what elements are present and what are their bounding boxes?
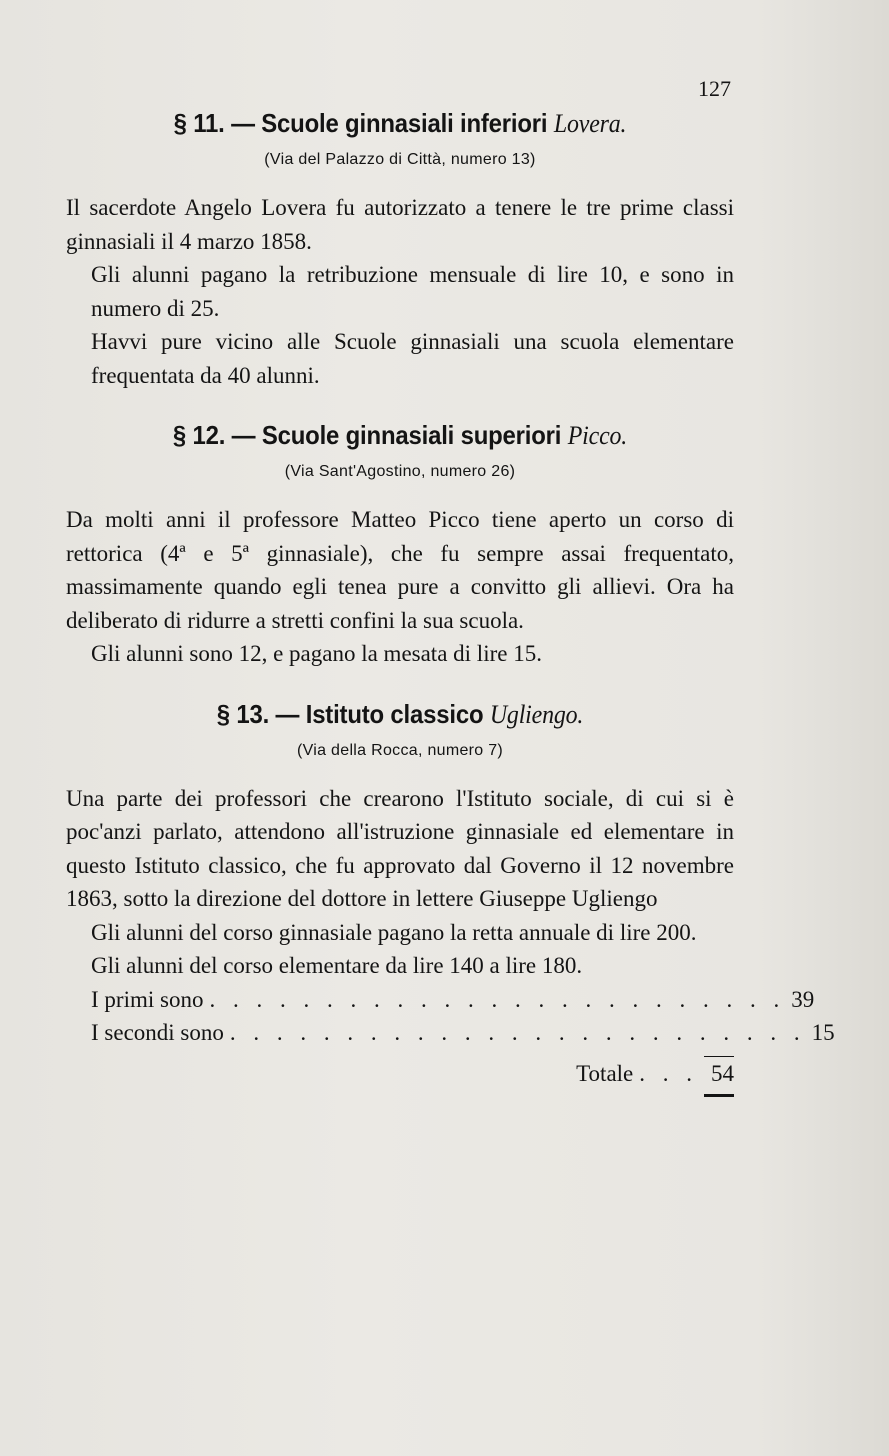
section-heading: § 12. — Scuole ginnasiali superiori Picco. [172, 420, 628, 450]
tally-total: Totale . . . 54 [66, 1056, 734, 1091]
section-address: (Via della Rocca, numero 7) [296, 741, 504, 759]
page-number: 127 [698, 76, 731, 101]
section-13 [66, 699, 734, 983]
section-12 [66, 420, 734, 671]
section-11 [66, 108, 734, 392]
section-heading: § 11. — Scuole ginnasiali inferiori Lovera. [173, 108, 627, 138]
paragraph: Gli alunni pagano la retribuzione mensuale di lire 10, e sono in numero di 25. [91, 262, 734, 321]
section-address: (Via del Palazzo di Città, numero 13) [264, 151, 536, 168]
paragraph: Gli alunni del corso elementare da lire 140 a lire 180. [91, 953, 583, 978]
paragraph: Da molti anni il professore Matteo Picco tiene aperto un corso di rettorica (4ª e 5ª ginnasiale), che fu sempre assai frequentato, massimamente quando egli tenea pure a convitto gli allievi. Ora ha deliberato di ridurre a stretti confini la sua scuola. [66, 507, 734, 633]
section-heading: § 13. — Istituto classico Ugliengo. [216, 698, 584, 729]
paragraph: Una parte dei professori che crearono l'Istituto sociale, di cui si è poc'anzi parlato, attendono all'istruzione ginnasiale ed elementare in questo Istituto classico, che fu approvato dal Governo il 12 novembre 1863, sotto la direzione del dottore in lettere Giuseppe Ugliengo [66, 785, 734, 911]
student-tally [66, 983, 835, 1098]
paragraph: Il sacerdote Angelo Lovera fu autorizzato a tenere le tre prime classi ginnasiali il 4 marzo 1858. [66, 195, 734, 254]
total-rule [704, 1094, 734, 1097]
tally-row: I primi sono . . . . . . . . . . . . . . . . . . . . . . . . . 39 [91, 986, 815, 1012]
paragraph: Gli alunni del corso ginnasiale pagano la retta annuale di lire 200. [91, 919, 697, 945]
text-column [66, 108, 835, 1097]
paragraph: Havvi pure vicino alle Scuole ginnasiali una scuola elementare frequentata da 40 alunni. [91, 329, 734, 388]
tally-row: I secondi sono . . . . . . . . . . . . . . . . . . . . . . . . . 15 [91, 1020, 835, 1045]
section-address: (Via Sant'Agostino, numero 26) [284, 463, 516, 480]
paragraph: Gli alunni sono 12, e pagano la mesata di lire 15. [91, 641, 542, 666]
